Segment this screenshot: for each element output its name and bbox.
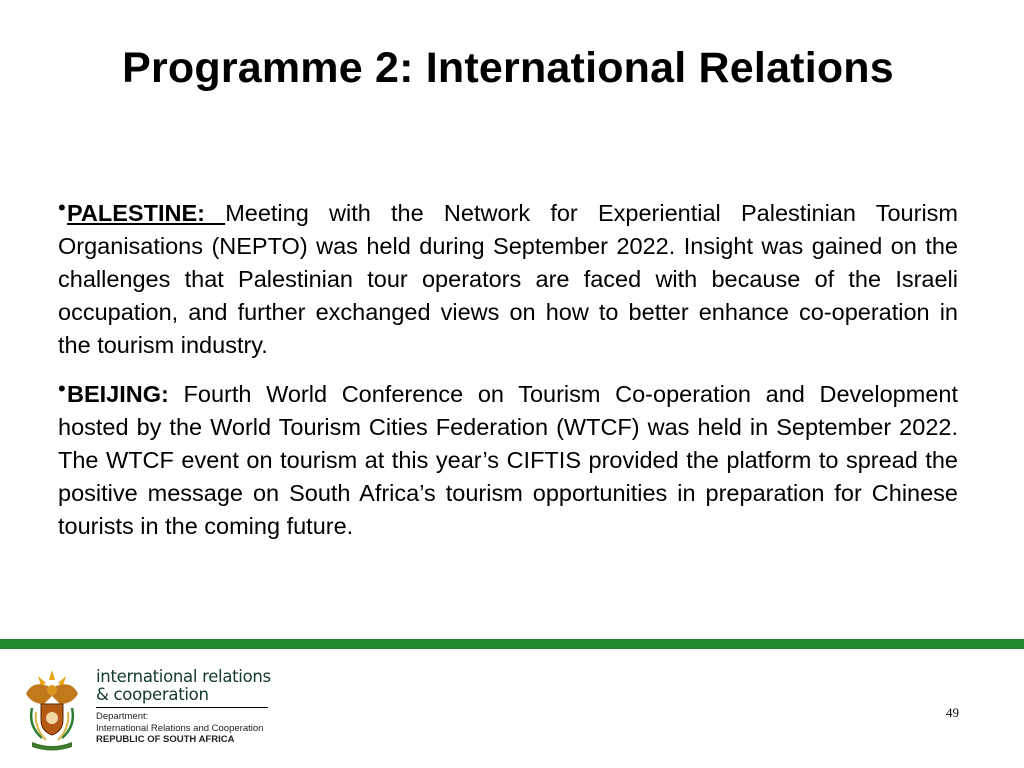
slide-title: Programme 2: International Relations bbox=[122, 44, 894, 92]
coat-of-arms-icon bbox=[22, 668, 82, 752]
dept-name: International Relations and Cooperation bbox=[96, 722, 264, 734]
department-block bbox=[96, 711, 263, 746]
bullet-palestine bbox=[58, 197, 958, 362]
bullet-lead-beijing: BEIJING: bbox=[67, 381, 184, 407]
slide-body bbox=[58, 197, 958, 559]
org-name-line1: international relations bbox=[96, 667, 271, 686]
org-name-line2: & cooperation bbox=[96, 685, 209, 704]
bullet-text-beijing: Fourth World Conference on Tourism Co-operation and Development hosted by the World Tourism Cities Federation (WTCF) was held in September 2022. The WTCF event on tourism at this year’s CIFTIS provided the platform to spread the positive message on South Africa’s tourism opportunities in preparation for Chinese tourists in the coming future. bbox=[58, 381, 958, 539]
country-name: REPUBLIC OF SOUTH AFRICA bbox=[96, 734, 235, 745]
footer-divider bbox=[96, 707, 268, 708]
bullet-text-palestine: Meeting with the Network for Experiential Palestinian Tourism Organisations (NEPTO) was held during September 2022. Insight was gained on the challenges that Palestinian tour operators are faced with because of the Israeli occupation, and further exchanged views on how to better enhance co-operation in the tourism industry. bbox=[58, 200, 958, 358]
bullet-marker: • bbox=[58, 376, 66, 401]
bullet-lead-palestine: PALESTINE: bbox=[67, 200, 226, 226]
dept-label: Department: bbox=[96, 711, 149, 722]
bullet-beijing bbox=[58, 378, 958, 543]
page-number: 49 bbox=[946, 705, 959, 720]
bullet-marker: • bbox=[58, 195, 66, 220]
org-name bbox=[96, 668, 271, 704]
footer-green-bar bbox=[0, 639, 1024, 649]
